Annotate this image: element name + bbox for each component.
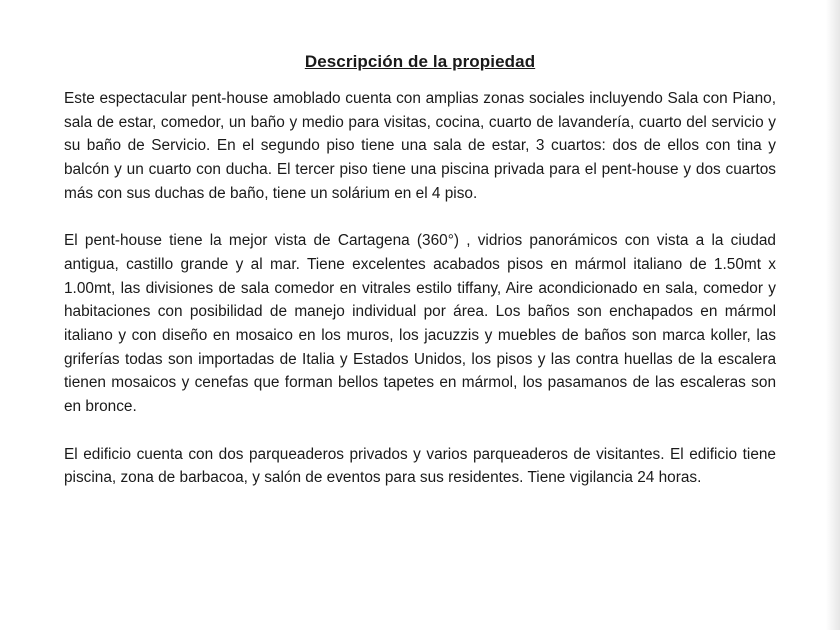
paragraph-building-amenities: El edificio cuenta con dos parqueaderos privados y varios parqueaderos de visitantes. El edificio tiene piscina, zona de barbacoa, y salón de eventos para sus residentes. Tiene vigilancia 24 horas. <box>64 445 776 487</box>
page-edge-shadow <box>826 0 840 630</box>
paragraph-view-and-finishes: El pent-house tiene la mejor vista de Cartagena (360°) , vidrios panorámicos con vista a la ciudad antigua, castillo grande y al mar. Tiene excelentes acabados pisos en mármol italiano de 1.50mt x 1.00mt, las divisiones de sala comedor en vitrales estilo tiffany, Aire acondicionado en sala, comedor y habitaciones con posibilidad de manejo individual por área. Los baños son enchapados en mármol italiano y con diseño en mosaico en los muros, los jacuzzis y muebles de baños son marca koller, las griferías todas son importadas de Italia y Estados Unidos, los pisos y las contra huellas de la escalera tienen mosaicos y cenefas que forman bellos tapetes en mármol, los pasamanos de las escaleras son en bronce. <box>64 232 776 416</box>
property-description-document <box>64 52 776 514</box>
paragraph-interior-layout: Este espectacular pent-house amoblado cuenta con amplias zonas sociales incluyendo Sala con Piano, sala de estar, comedor, un baño y medio para visitas, cocina, cuarto de lavandería, cuarto del servicio y su baño de Servicio. En el segundo piso tiene una sala de estar, 3 cuartos: dos de ellos con tina y balcón y un cuarto con ducha. El tercer piso tiene una piscina privada para el pent-house y dos cuartos más con sus duchas de baño, tiene un solárium en el 4 piso. <box>64 90 776 202</box>
document-title: Descripción de la propiedad <box>304 52 536 71</box>
